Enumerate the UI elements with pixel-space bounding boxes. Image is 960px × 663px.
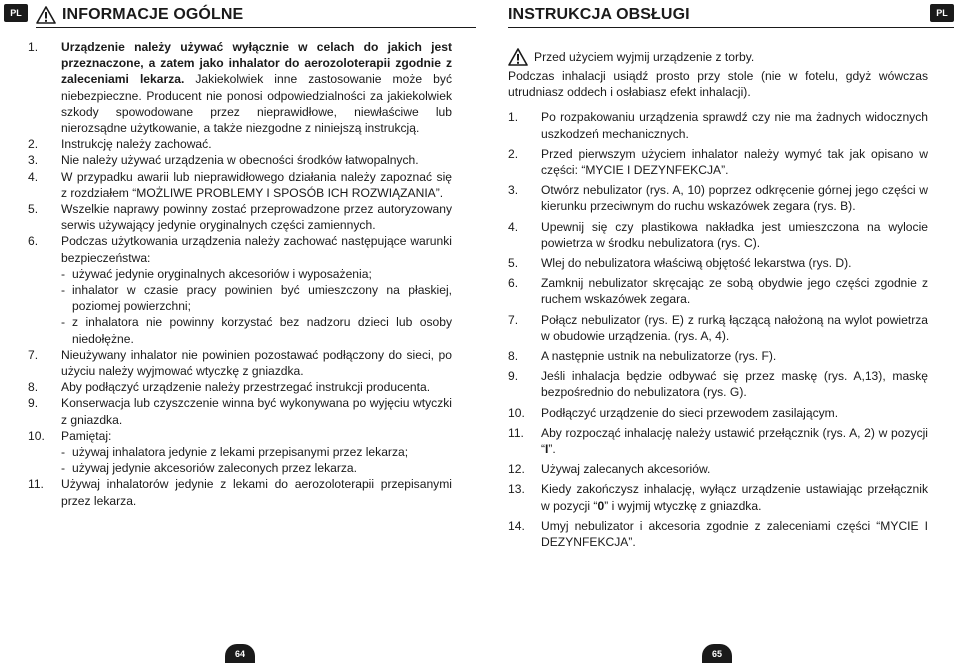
language-badge-right: PL — [930, 4, 954, 22]
list-item — [28, 347, 452, 379]
instructions-section — [508, 48, 928, 554]
item-body-text: A następnie ustnik na nebulizatorze (rys. F). — [541, 349, 777, 364]
item-body-text: Kiedy zakończysz inhalację, wyłącz urządzenie ustawiając przełącznik w pozycji “ — [541, 482, 928, 513]
list-item — [508, 425, 928, 457]
item-number: 3. — [508, 183, 519, 198]
switch-position: I — [545, 442, 549, 457]
item-text — [541, 425, 928, 457]
item-number: 1. — [508, 110, 519, 125]
item-body-text: Aby rozpocząć inhalację należy ustawić przełącznik (rys. A, 2) w pozycji “ — [541, 425, 928, 457]
right-page — [480, 0, 960, 663]
item-number: 9. — [508, 369, 519, 384]
item-body-text: Upewnij się czy plastikowa nakładka jest umieszczona na wylocie powietrza w środku nebulizatora (rys. C). — [541, 219, 928, 250]
item-body-text: Używaj zalecanych akcesoriów. — [541, 462, 711, 477]
item-number: 8. — [28, 380, 39, 395]
sub-item — [61, 266, 452, 282]
item-text — [61, 476, 452, 508]
item-body-text: Wlej do nebulizatora właściwą objętość lekarstwa (rys. D). — [541, 256, 852, 271]
list-item — [508, 219, 928, 251]
item-number: 4. — [28, 169, 39, 184]
item-text — [541, 481, 928, 513]
warning-text: Przed użyciem wyjmij urządzenie z torby. — [534, 49, 755, 64]
sub-item-text: używaj inhalatora jedynie z lekami przepisanymi przez lekarza; — [72, 445, 409, 460]
item-body-text: Konserwacja lub czyszczenie winna być wykonywana po wyjęciu wtyczki z gniazdka. — [61, 396, 452, 427]
list-item — [508, 312, 928, 344]
item-number: 4. — [508, 219, 519, 234]
instructions-list — [508, 109, 928, 554]
general-info-list — [28, 39, 452, 509]
list-item — [508, 368, 928, 400]
list-item — [508, 461, 928, 477]
sub-item-text: używać jedynie oryginalnych akcesoriów i wyposażenia; — [72, 266, 372, 281]
list-item — [28, 201, 452, 233]
item-text — [61, 233, 452, 346]
item-body-text: Podłączyć urządzenie do sieci przewodem zasilającym. — [541, 405, 839, 420]
item-number: 7. — [508, 312, 519, 327]
sub-item-text: z inhalatora nie powinny korzystać bez nadzoru dzieci lub osoby niedołężne. — [72, 315, 452, 346]
item-body-text: Instrukcję należy zachować. — [61, 137, 212, 152]
item-text — [541, 219, 928, 251]
item-body-text: Podczas użytkowania urządzenia należy zachować następujące warunki bezpieczeństwa: — [61, 234, 452, 265]
item-body-text: W przypadku awarii lub nieprawidłowego działania należy zapoznać się z rozdziałem “MOŻLIWE PROBLEMY I SPOSÓB ICH ROZWIĄZANIA”. — [61, 169, 452, 200]
item-number: 14. — [508, 518, 525, 533]
item-number: 9. — [28, 396, 39, 411]
item-body-text: Nieużywany inhalator nie powinien pozostawać podłączony do sieci, po użyciu należy wyjmować wtyczkę z gniazdka. — [61, 347, 452, 379]
item-bold-text: Urządzenie należy używać wyłącznie w celach do jakich jest przeznaczone, a zatem jako inhalator do aerozoloterapii zgodnie z zaleceniami lekarza. — [61, 40, 452, 87]
item-body-text: Połącz nebulizator (rys. E) z rurką łączącą nałożoną na wylot powietrza w obudowie urządzenia. (rys. A, 4). — [541, 312, 928, 343]
item-body-text: Zamknij nebulizator skręcając ze sobą obydwie jego części zgodnie z ruchem wskazówek zegara. — [541, 276, 928, 307]
list-item — [28, 152, 452, 168]
list-item — [28, 428, 452, 477]
item-body-text: Umyj nebulizator i akcesoria zgodnie z zaleceniami części “MYCIE I DEZYNFEKCJA”. — [541, 518, 928, 550]
sub-item — [61, 314, 452, 346]
sub-item — [61, 282, 452, 314]
item-number: 11. — [508, 425, 524, 440]
item-body-text: Nie należy używać urządzenia w obecności środków łatwopalnych. — [61, 153, 419, 168]
switch-position: 0 — [597, 498, 605, 513]
item-number: 13. — [508, 482, 525, 497]
bullet-dash: - — [61, 445, 66, 460]
bullet-dash: - — [61, 283, 66, 298]
bullet-dash: - — [61, 266, 66, 281]
page-number-right: 65 — [702, 644, 732, 663]
item-number: 2. — [508, 146, 519, 161]
list-item — [508, 518, 928, 550]
page-title-left: INFORMACJE OGÓLNE — [62, 6, 244, 23]
list-item — [28, 233, 452, 346]
list-item — [508, 275, 928, 307]
item-body-text: Pamiętaj: — [61, 428, 112, 443]
list-item — [28, 379, 452, 395]
item-text — [61, 379, 452, 395]
sub-item-text: używaj jedynie akcesoriów zaleconych przez lekarza. — [72, 461, 358, 476]
item-body-text: Przed pierwszym użyciem inhalator należy wymyć tak jak opisano w części: “MYCIE I DEZYNFEKCJA”. — [541, 146, 928, 178]
item-text — [541, 109, 928, 141]
item-number: 6. — [508, 276, 519, 291]
item-number: 10. — [28, 428, 45, 443]
item-number: 5. — [28, 202, 39, 217]
item-number: 6. — [28, 234, 39, 249]
item-text — [541, 368, 928, 400]
item-body-text: ” i wyjmij wtyczkę z gniazdka. — [604, 498, 762, 513]
item-text — [61, 395, 452, 427]
item-text — [541, 461, 928, 477]
bullet-dash: - — [61, 461, 66, 476]
sub-item — [61, 444, 452, 460]
item-number: 2. — [28, 137, 39, 152]
list-item — [508, 405, 928, 421]
item-number: 3. — [28, 153, 39, 168]
item-text — [541, 405, 928, 421]
right-header — [508, 4, 920, 26]
bullet-dash: - — [61, 315, 66, 330]
item-text — [61, 169, 452, 201]
list-item — [28, 136, 452, 152]
header-divider-right — [508, 27, 954, 28]
item-number: 7. — [28, 347, 39, 362]
item-body-text: Po rozpakowaniu urządzenia sprawdź czy nie ma żadnych widocznych uszkodzeń mechanicznych. — [541, 110, 928, 141]
item-body-text: Używaj inhalatorów jedynie z lekami do aerozoloterapii przepisanymi przez lekarza. — [61, 477, 452, 508]
item-text — [541, 146, 928, 178]
item-number: 8. — [508, 349, 519, 364]
item-text — [541, 182, 928, 214]
item-text — [541, 275, 928, 307]
header-divider-left — [36, 27, 476, 28]
warning-icon — [508, 48, 528, 66]
list-item — [508, 255, 928, 271]
item-text — [61, 201, 452, 233]
list-item — [28, 476, 452, 508]
page-title-right: INSTRUKCJA OBSŁUGI — [508, 6, 690, 23]
item-text — [541, 348, 928, 364]
warning-line — [508, 48, 928, 66]
sub-item-text: inhalator w czasie pracy powinien być umieszczony na płaskiej, poziomej powierzchni; — [72, 283, 452, 314]
item-body-text: Wszelkie naprawy powinny zostać przeprowadzone przez autoryzowany serwis używający jedynie oryginalnych części zamiennych. — [61, 202, 452, 233]
item-text — [61, 428, 452, 477]
item-body-text: ”. — [548, 442, 556, 457]
list-item — [28, 395, 452, 427]
item-body-text: Jeśli inhalacja będzie odbywać się przez maskę (rys. A,13), maskę bezpośrednio do nebulizatora (rys. G). — [541, 369, 928, 400]
list-item — [28, 39, 452, 136]
item-number: 5. — [508, 256, 519, 271]
item-text — [541, 255, 928, 271]
page-number-left: 64 — [225, 644, 255, 663]
item-body-text: Otwórz nebulizator (rys. A, 10) poprzez odkręcenie górnej jego części w kierunku przeciwnym do ruchu wskazówek zegara (rys. B). — [541, 183, 928, 214]
item-text — [541, 518, 928, 550]
item-body-text: Jakiekolwiek inne zastosowanie może być niebezpieczne. Producent nie ponosi odpowiedzialności za jakiekolwiek szkody spowodowane przez nieprawidłowe, niewłaściwe lub nierozsądne użytkowanie, a także niezgodne z niniejszą instrukcją. — [61, 72, 452, 136]
item-body-text: Aby podłączyć urządzenie należy przestrzegać instrukcji producenta. — [61, 380, 431, 395]
item-number: 1. — [28, 40, 39, 54]
item-text — [61, 136, 452, 152]
sub-item — [61, 460, 452, 476]
list-item — [508, 146, 928, 178]
item-text — [61, 152, 452, 168]
list-item — [508, 481, 928, 513]
left-header — [36, 4, 474, 26]
list-item — [508, 348, 928, 364]
item-number: 11. — [28, 477, 44, 492]
item-number: 12. — [508, 462, 525, 477]
item-text — [61, 39, 452, 136]
item-number: 10. — [508, 405, 525, 420]
intro-paragraph: Podczas inhalacji usiądź prosto przy stole (nie w fotelu, gdyż wówczas utrudniasz oddech i osłabiasz efekt inhalacji). — [508, 69, 928, 100]
language-badge-left: PL — [4, 4, 28, 22]
list-item — [508, 182, 928, 214]
list-item — [508, 109, 928, 141]
warning-icon — [36, 6, 56, 24]
list-item — [28, 169, 452, 201]
item-text — [541, 312, 928, 344]
item-text — [61, 347, 452, 379]
